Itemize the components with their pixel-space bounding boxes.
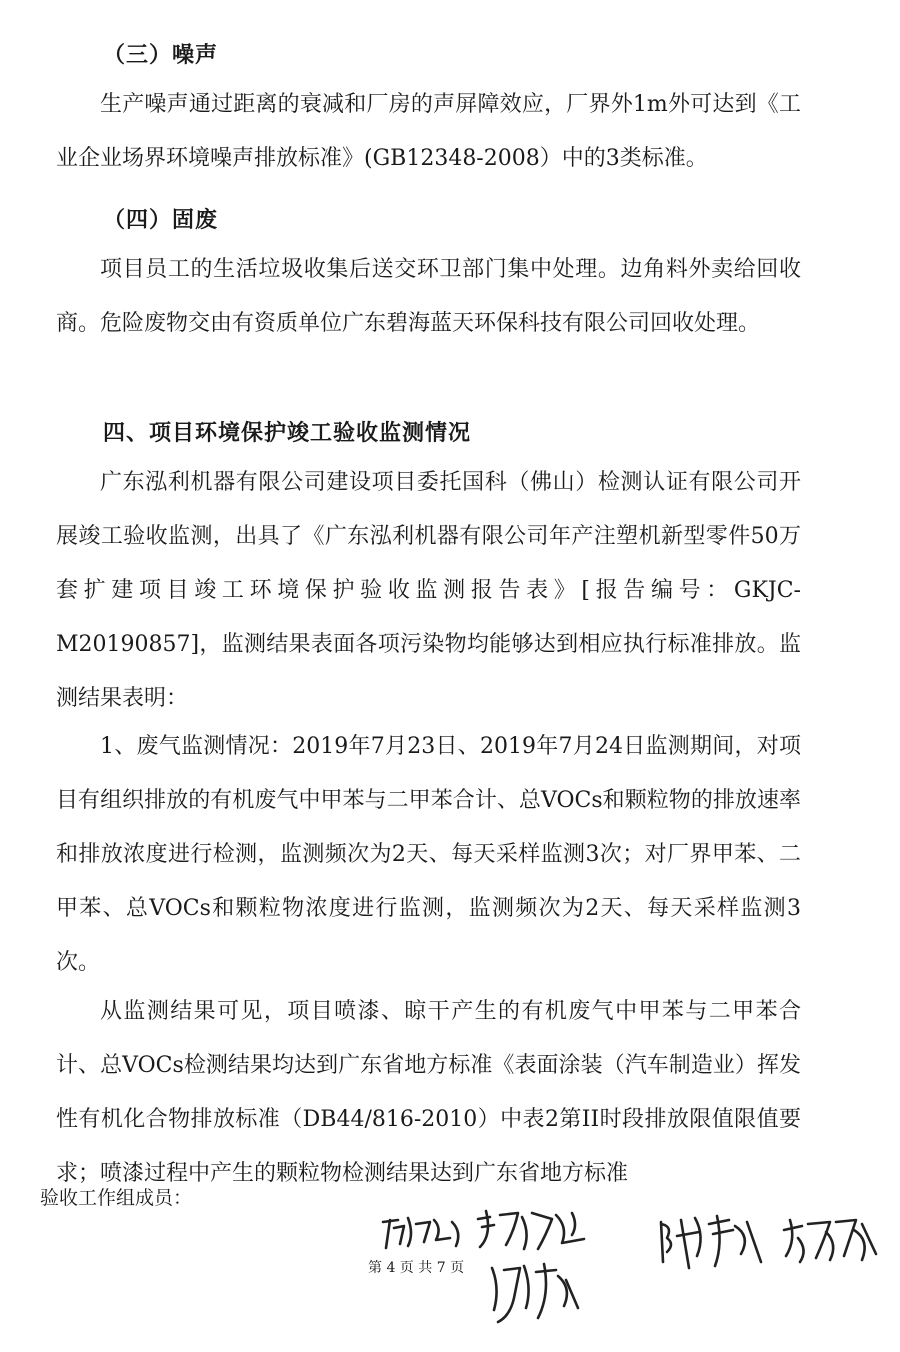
paragraph-monitoring-intro: 广东泓利机器有限公司建设项目委托国科（佛山）检测认证有限公司开展竣工验收监测，出具了《广东泓利机器有限公司年产注塑机新型零件50万套扩建项目竣工环境保护验收监测报告表》[报告编号：GKJC-M20190857]，监测结果表面各项污染物均能够达到相应执行标准排放。监测结果表明： (56, 470, 801, 711)
paragraph-noise: 生产噪声通过距离的衰减和厂房的声屏障效应，厂界外1m外可达到《工业企业场界环境噪声排放标准》(GB12348-2008）中的3类标准。 (56, 92, 801, 171)
acceptance-group-label: 验收工作组成员： (40, 1187, 193, 1209)
page-number: 第 4 页 共 7 页 (368, 1260, 465, 1276)
signature-5 (778, 1210, 883, 1270)
signature-4 (655, 1210, 770, 1275)
paragraph-monitoring-results: 从监测结果可见，项目喷漆、晾干产生的有机废气中甲苯与二甲苯合计、总VOCs检测结果均达到广东省地方标准《表面涂装（汽车制造业）挥发性有机化合物排放标准（DB44/816-2010）中表2第II时段排放限值限值要求；喷漆过程中产生的颗粒物检测结果达到广东省地方标准 (56, 999, 801, 1186)
signature-3 (484, 1258, 584, 1328)
paragraph-exhaust-monitoring: 1、废气监测情况：2019年7月23日、2019年7月24日监测期间，对项目有组织排放的有机废气中甲苯与二甲苯合计、总VOCs和颗粒物的排放速率和排放浓度进行检测，监测频次为2天、每天采样监测3次；对厂界甲苯、二甲苯、总VOCs和颗粒物浓度进行监测，监测频次为2天、每天采样监测3次。 (56, 734, 801, 975)
section-heading-noise: （三）噪声 (103, 42, 219, 68)
section-heading-solid-waste: （四）固废 (103, 207, 219, 233)
signature-2 (472, 1205, 592, 1260)
paragraph-solid-waste: 项目员工的生活垃圾收集后送交环卫部门集中处理。边角料外卖给回收商。危险废物交由有资质单位广东碧海蓝天环保科技有限公司回收处理。 (56, 257, 801, 336)
signature-1 (378, 1210, 468, 1255)
section-heading-monitoring: 四、项目环境保护竣工验收监测情况 (103, 420, 472, 446)
